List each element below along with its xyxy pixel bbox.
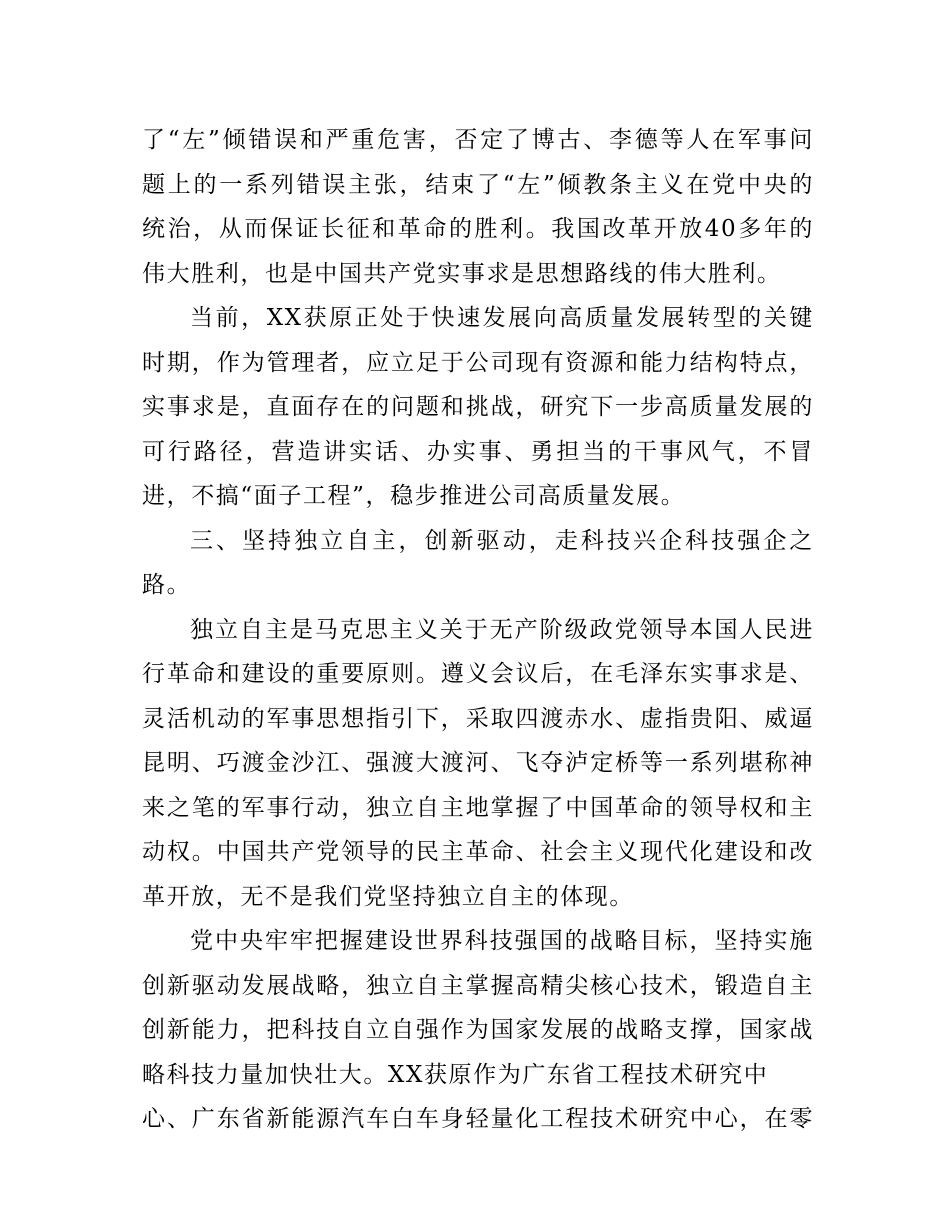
text-line: 了“左”倾错误和严重危害，否定了博古、李德等人在军事问	[142, 127, 814, 153]
text-line: 灵活机动的军事思想指引下，采取四渡赤水、虚指贵阳、威逼	[142, 705, 814, 732]
text-line: 心、广东省新能源汽车白车身轻量化工程技术研究中心，在零	[142, 1106, 814, 1132]
text-line: 可行路径，营造讲实话、办实事、勇担当的干事风气，不冒	[142, 438, 814, 465]
text-line: 创新能力，把科技自立自强作为国家发展的战略支撑，国家战	[142, 1017, 814, 1043]
text-line: 动权。中国共产党领导的民主革命、社会主义现代化建设和改	[142, 839, 814, 865]
text-line: 时期，作为管理者，应立足于公司现有资源和能力结构特点，	[142, 349, 814, 376]
text-line: 当前，XX获原正处于快速发展向高质量发展转型的关键	[190, 305, 814, 331]
paragraph	[142, 296, 814, 519]
text-line: 实事求是，直面存在的问题和挑战，研究下一步高质量发展的	[142, 394, 814, 420]
document-page	[142, 118, 814, 1142]
paragraph	[142, 118, 814, 296]
text-line: 题上的一系列错误主张，结束了“左”倾教条主义在党中央的	[142, 171, 814, 198]
text-line: 党中央牢牢把握建设世界科技强国的战略目标，坚持实施	[190, 928, 814, 954]
text-line: 昆明、巧渡金沙江、强渡大渡河、飞夺泸定桥等一系列堪称神	[142, 750, 814, 776]
text-line: 略科技力量加快壮大。XX获原作为广东省工程技术研究中	[142, 1061, 769, 1088]
text-line: 统治，从而保证长征和革命的胜利。我国改革开放40多年的	[142, 216, 814, 242]
paragraph	[142, 608, 814, 920]
text-line: 革开放，无不是我们党坚持独立自主的体现。	[142, 883, 634, 910]
text-line: 进，不搞“面子工程”，稳步推进公司高质量发展。	[142, 483, 686, 509]
text-line: 伟大胜利，也是中国共产党实事求是思想路线的伟大胜利。	[142, 260, 782, 287]
text-line: 三、坚持独立自主，创新驱动，走科技兴企科技强企之	[190, 527, 814, 554]
paragraph	[142, 519, 814, 608]
text-line: 独立自主是马克思主义关于无产阶级政党领导本国人民进	[190, 616, 814, 643]
text-line: 创新驱动发展战略，独立自主掌握高精尖核心技术，锻造自主	[142, 972, 814, 999]
text-line: 行革命和建设的重要原则。遵义会议后，在毛泽东实事求是、	[142, 661, 814, 687]
paragraph	[142, 919, 814, 1142]
text-line: 路。	[142, 572, 192, 598]
text-line: 来之笔的军事行动，独立自主地掌握了中国革命的领导权和主	[142, 794, 814, 821]
